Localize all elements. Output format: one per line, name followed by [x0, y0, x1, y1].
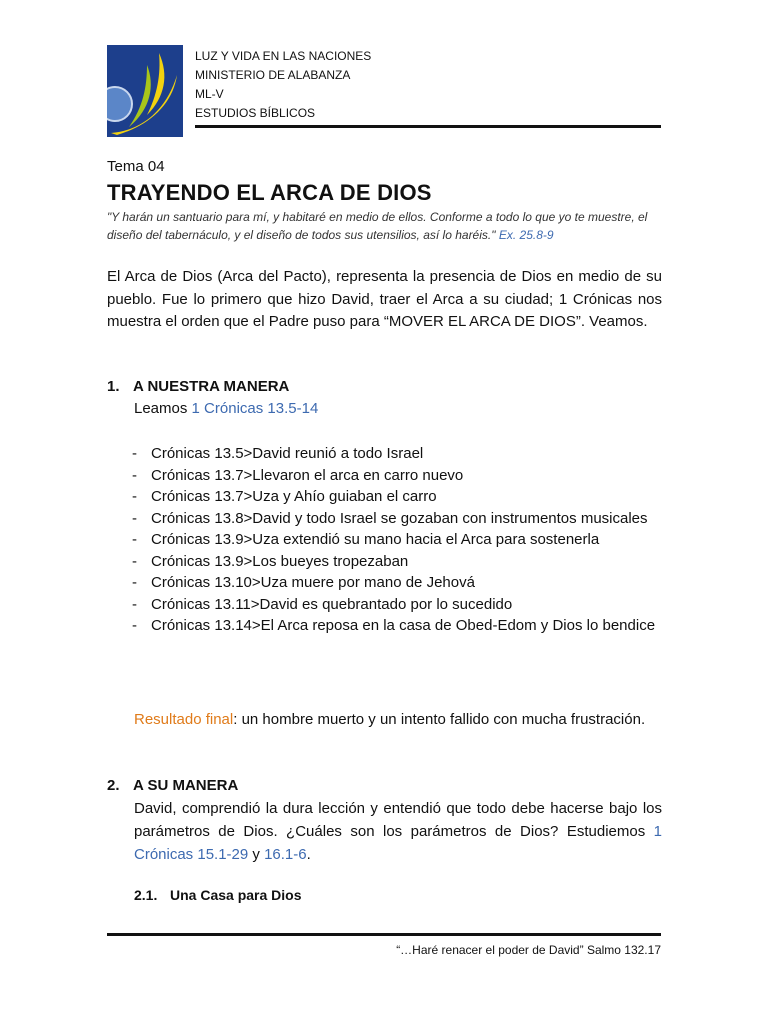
- page-title: TRAYENDO EL ARCA DE DIOS: [107, 180, 432, 205]
- list-item: - Crónicas 13.5>David reunió a todo Israel: [132, 445, 424, 462]
- result-paragraph: [134, 709, 662, 731]
- series-name: ESTUDIOS BÍBLICOS: [195, 106, 316, 120]
- ministry-logo: [107, 45, 183, 137]
- topic-number: Tema 04: [107, 158, 165, 175]
- footer-divider: [107, 933, 661, 936]
- reading-line: [134, 400, 318, 417]
- list-item: - Crónicas 13.7>Llevaron el arca en carro nuevo: [132, 466, 464, 484]
- section-2-number: 2.: [107, 777, 120, 794]
- subsection-title: Una Casa para Dios: [170, 887, 302, 903]
- section-1-heading: [107, 378, 289, 395]
- bible-reference-link[interactable]: 1 Crónicas 13.5-14: [191, 400, 319, 417]
- leamos-label: Leamos: [134, 400, 188, 417]
- header-divider: [195, 125, 661, 128]
- quote-reference: Ex. 25.8-9: [498, 228, 554, 242]
- result-label: Resultado final: [134, 711, 234, 728]
- organization-header: [195, 47, 371, 123]
- ministry-name: MINISTERIO DE ALABANZA: [195, 68, 351, 82]
- result-text: : un hombre muerto y un intento fallido con mucha frustración.: [233, 711, 646, 728]
- list-item: - Crónicas 13.9>Los bueyes tropezaban: [132, 552, 409, 570]
- epigraph-quote: [107, 208, 667, 244]
- section-2-paragraph: David, comprendió la dura lección y entendió que todo debe hacerse bajo los parámetros de Dios. ¿Cuáles son los parámetros de Dios? Estudiemos 1 Crónicas 15.1-29 y 16.1-6.: [134, 800, 662, 863]
- list-item: - Crónicas 13.10>Uza muere por mano de Jehová: [132, 574, 475, 591]
- list-item: - Crónicas 13.9>Uza extendió su mano hacia el Arca para sostenerla: [132, 531, 600, 548]
- subsection-heading: [134, 887, 302, 903]
- intro-paragraph: El Arca de Dios (Arca del Pacto), representa la presencia de Dios en medio de su pueblo. Fue lo primero que hizo David, traer el Arca a su ciudad; 1 Crónicas nos muestra el orden que el Padre puso para “MOVER EL ARCA DE DIOS”. Veamos.: [107, 268, 662, 330]
- list-item: - Crónicas 13.11>David es quebrantado por lo sucedido: [132, 595, 513, 613]
- event-list: [130, 443, 662, 637]
- list-item: - Crónicas 13.8>David y todo Israel se gozaban con instrumentos musicales: [132, 509, 648, 527]
- footer-quote: “…Haré renacer el poder de David” Salmo 132.17: [396, 943, 661, 957]
- list-item: - Crónicas 13.14>El Arca reposa en la casa de Obed-Edom y Dios lo bendice: [132, 617, 656, 634]
- section-2-title: A SU MANERA: [133, 777, 239, 794]
- section-2-heading: [107, 777, 238, 794]
- bible-reference-link[interactable]: 1 Crónicas 15.1-29: [134, 823, 662, 863]
- ministry-code: ML-V: [195, 87, 224, 101]
- section-1-number: 1.: [107, 378, 120, 395]
- quote-text: "Y harán un santuario para mí, y habitaré en medio de ellos. Conforme a todo lo que yo te muestre, el diseño del tabernáculo, y el diseño de todos sus utensilios, así lo haréis.": [107, 210, 648, 242]
- list-item: - Crónicas 13.7>Uza y Ahío guiaban el carro: [132, 488, 437, 505]
- org-name: LUZ Y VIDA EN LAS NACIONES: [195, 49, 372, 63]
- subsection-number: 2.1.: [134, 887, 158, 903]
- bible-reference-link[interactable]: 16.1-6: [264, 846, 307, 863]
- section-1-title: A NUESTRA MANERA: [133, 378, 290, 395]
